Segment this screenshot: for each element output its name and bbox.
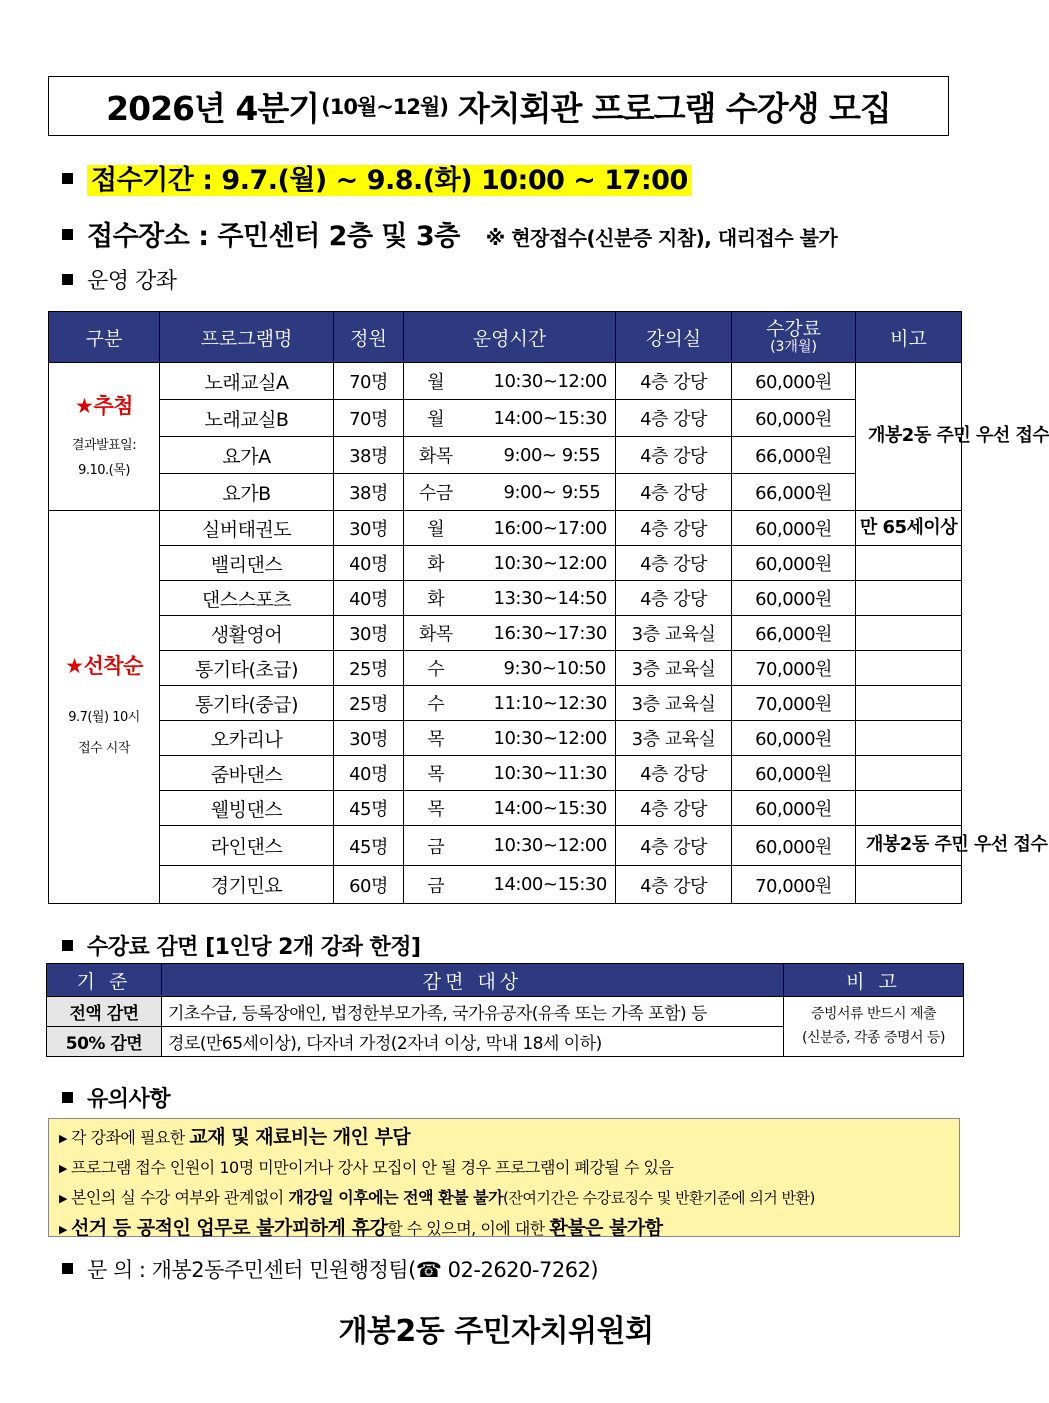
col-header: 강의실 [616, 312, 732, 363]
fee-header-sub: (3개월) [770, 338, 817, 355]
fee: 70,000원 [732, 866, 856, 904]
contact-text: 문 의 : 개봉2동주민센터 민원행정팀(☎ 02-2620-7262) [87, 1258, 599, 1282]
time: 16:00~17:00 [468, 511, 616, 546]
discount-remark-2: (신분증, 각종 증명서 등) [802, 1029, 945, 1046]
day: 목 [404, 721, 468, 756]
group-label: ★추첨 [75, 393, 133, 418]
day: 화 [404, 581, 468, 616]
table-row [49, 546, 962, 581]
note-text: (잔여기간은 수강료징수 및 반환기준에 의거 반환) [503, 1189, 815, 1207]
fee: 70,000원 [732, 686, 856, 721]
group-label-cell [49, 363, 160, 511]
capacity: 30명 [334, 721, 404, 756]
room: 4층 강당 [616, 437, 732, 474]
capacity: 60명 [334, 866, 404, 904]
time: 11:10~12:30 [468, 686, 616, 721]
program-name: 통기타(중급) [160, 686, 334, 721]
square-bullet-icon [62, 1263, 73, 1274]
title-period: (10월~12월) [321, 95, 448, 119]
fee: 60,000원 [732, 756, 856, 791]
notes-heading-text: 유의사항 [87, 1087, 171, 1112]
capacity: 70명 [334, 363, 404, 400]
program-name: 통기타(초급) [160, 651, 334, 686]
col-header: 비 고 [784, 964, 964, 997]
courses-heading-text: 운영 강좌 [87, 269, 177, 294]
day: 월 [404, 511, 468, 546]
col-header: 기 준 [47, 964, 162, 997]
note-text: 각 강좌에 필요한 [70, 1128, 190, 1147]
room: 4층 강당 [616, 363, 732, 400]
time: 16:30~17:30 [468, 616, 616, 651]
discount-remark-1: 증빙서류 반드시 제출 [810, 1005, 937, 1022]
triangle-bullet-icon: ▶ [59, 1132, 67, 1145]
day: 금 [404, 866, 468, 904]
time: 10:30~11:30 [468, 756, 616, 791]
remark [856, 546, 962, 581]
contact-info [62, 1254, 598, 1284]
col-header: 프로그램명 [160, 312, 334, 363]
program-name: 노래교실B [160, 400, 334, 437]
time: 10:30~12:00 [468, 826, 616, 866]
room: 3층 교육실 [616, 616, 732, 651]
fee: 66,000원 [732, 616, 856, 651]
square-bullet-icon [62, 173, 73, 184]
discount-heading-text: 수강료 감면 [1인당 2개 강좌 한정] [87, 935, 421, 960]
note-item [59, 1214, 949, 1245]
fee: 70,000원 [732, 651, 856, 686]
capacity: 30명 [334, 511, 404, 546]
note-text: 할 수 있으며, 이에 대한 [387, 1219, 550, 1238]
notes-box [48, 1118, 960, 1237]
table-row [49, 474, 962, 511]
table-row [49, 400, 962, 437]
group-sub: 접수 시작 [78, 741, 130, 756]
fee: 66,000원 [732, 474, 856, 511]
day: 목 [404, 756, 468, 791]
capacity: 70명 [334, 400, 404, 437]
table-row [49, 511, 962, 546]
time: 14:00~15:30 [468, 400, 616, 437]
capacity: 45명 [334, 826, 404, 866]
program-name: 라인댄스 [160, 826, 334, 866]
fee: 60,000원 [732, 546, 856, 581]
fee: 60,000원 [732, 791, 856, 826]
time: 10:30~12:00 [468, 721, 616, 756]
fee: 60,000원 [732, 581, 856, 616]
room: 4층 강당 [616, 866, 732, 904]
time: 9:00~ 9:55 [468, 474, 616, 511]
note-item [59, 1123, 949, 1154]
notes-heading [62, 1082, 170, 1113]
remark: 개봉2동 주민 우선 접수 [856, 363, 962, 511]
day: 목 [404, 791, 468, 826]
room: 4층 강당 [616, 474, 732, 511]
note-text: 프로그램 접수 인원이 10명 미만이거나 강사 모집이 안 될 경우 프로그램이 폐강될 수 있음 [70, 1158, 674, 1177]
room: 3층 교육실 [616, 686, 732, 721]
triangle-bullet-icon: ▶ [59, 1192, 67, 1205]
room: 4층 강당 [616, 581, 732, 616]
day: 수 [404, 686, 468, 721]
capacity: 40명 [334, 581, 404, 616]
col-header: 비고 [856, 312, 962, 363]
reception-period-text: 접수기간 : 9.7.(월) ~ 9.8.(화) 10:00 ~ 17:00 [87, 165, 692, 196]
group-label: ★선착순 [65, 653, 143, 678]
note-emphasis: 선거 등 공적인 업무로 불가피하게 휴강 [70, 1217, 388, 1239]
fee: 60,000원 [732, 363, 856, 400]
program-name: 경기민요 [160, 866, 334, 904]
capacity: 30명 [334, 616, 404, 651]
table-row [49, 651, 962, 686]
note-text: 본인의 실 수강 여부와 관계없이 [70, 1188, 289, 1207]
time: 10:30~12:00 [468, 546, 616, 581]
discount-remark [784, 997, 964, 1057]
square-bullet-icon [62, 1092, 73, 1103]
group-label-cell [49, 511, 160, 904]
square-bullet-icon [62, 940, 73, 951]
room: 4층 강당 [616, 400, 732, 437]
reception-place [62, 214, 837, 253]
table-row [47, 997, 964, 1027]
program-name: 웰빙댄스 [160, 791, 334, 826]
day: 월 [404, 400, 468, 437]
capacity: 25명 [334, 651, 404, 686]
discount-label: 50% 감면 [47, 1027, 162, 1057]
capacity: 40명 [334, 546, 404, 581]
note-emphasis: 개강일 이후에는 전액 환불 불가 [288, 1188, 504, 1207]
discount-target: 경로(만65세이상), 다자녀 가정(2자녀 이상, 막내 18세 이하) [162, 1027, 784, 1057]
reception-place-text: 접수장소 : 주민센터 2층 및 3층 [87, 221, 460, 252]
capacity: 45명 [334, 791, 404, 826]
table-row [49, 437, 962, 474]
room: 4층 강당 [616, 756, 732, 791]
remark [856, 866, 962, 904]
reception-note: ※ 현장접수(신분증 지참), 대리접수 불가 [485, 226, 838, 250]
capacity: 38명 [334, 474, 404, 511]
room: 4층 강당 [616, 826, 732, 866]
table-row [49, 581, 962, 616]
remark [856, 756, 962, 791]
program-name: 실버태권도 [160, 511, 334, 546]
time: 13:30~14:50 [468, 581, 616, 616]
discount-table [46, 963, 964, 1057]
title-main-2: 자치회관 프로그램 수강생 모집 [457, 88, 891, 128]
remark: 개봉2동 주민 우선 접수 [856, 826, 962, 866]
table-row [49, 866, 962, 904]
table-row [49, 616, 962, 651]
day: 수 [404, 651, 468, 686]
col-header: 감면 대상 [162, 964, 784, 997]
reception-period [62, 158, 692, 197]
program-name: 요가B [160, 474, 334, 511]
time: 14:00~15:30 [468, 866, 616, 904]
remark [856, 686, 962, 721]
fee: 60,000원 [732, 826, 856, 866]
day: 화목 [404, 437, 468, 474]
room: 3층 교육실 [616, 651, 732, 686]
program-name: 노래교실A [160, 363, 334, 400]
fee-header: 수강료 [765, 317, 822, 340]
discount-heading [62, 930, 421, 961]
triangle-bullet-icon: ▶ [59, 1223, 67, 1236]
time: 10:30~12:00 [468, 363, 616, 400]
group-sub: 결과발표일: [71, 437, 137, 453]
table-row [49, 363, 962, 400]
day: 금 [404, 826, 468, 866]
courses-heading [62, 264, 177, 295]
table-row [49, 756, 962, 791]
capacity: 25명 [334, 686, 404, 721]
note-emphasis: 환불은 불가함 [549, 1217, 663, 1239]
fee: 66,000원 [732, 437, 856, 474]
room: 3층 교육실 [616, 721, 732, 756]
table-row [49, 791, 962, 826]
capacity: 40명 [334, 756, 404, 791]
room: 4층 강당 [616, 511, 732, 546]
program-table [48, 311, 1049, 904]
table-row [49, 826, 962, 866]
fee: 60,000원 [732, 400, 856, 437]
program-name: 댄스스포츠 [160, 581, 334, 616]
triangle-bullet-icon: ▶ [59, 1162, 67, 1175]
col-header: 운영시간 [404, 312, 616, 363]
remark: 만 65세이상 [856, 511, 962, 546]
time: 14:00~15:30 [468, 791, 616, 826]
room: 4층 강당 [616, 546, 732, 581]
group-sub: 9.10.(목) [78, 462, 130, 478]
program-name: 밸리댄스 [160, 546, 334, 581]
remark [856, 581, 962, 616]
time: 9:30~10:50 [468, 651, 616, 686]
program-name: 생활영어 [160, 616, 334, 651]
page-title [48, 76, 949, 136]
discount-target: 기초수급, 등록장애인, 법정한부모가족, 국가유공자(유족 또는 가족 포함) 등 [162, 997, 784, 1027]
room: 4층 강당 [616, 791, 732, 826]
day: 화 [404, 546, 468, 581]
note-item [59, 1184, 949, 1214]
square-bullet-icon [62, 274, 73, 285]
time: 9:00~ 9:55 [468, 437, 616, 474]
day: 월 [404, 363, 468, 400]
note-item [59, 1154, 949, 1184]
remark [856, 791, 962, 826]
program-name: 요가A [160, 437, 334, 474]
square-bullet-icon [62, 229, 73, 240]
table-row [49, 721, 962, 756]
remark [856, 651, 962, 686]
program-name: 줌바댄스 [160, 756, 334, 791]
discount-label: 전액 감면 [47, 997, 162, 1027]
fee: 60,000원 [732, 511, 856, 546]
remark [856, 721, 962, 756]
program-name: 오카리나 [160, 721, 334, 756]
col-header: 구분 [49, 312, 160, 363]
day: 화목 [404, 616, 468, 651]
fee: 60,000원 [732, 721, 856, 756]
note-emphasis: 교재 및 재료비는 개인 부담 [189, 1126, 411, 1148]
col-header: 정원 [334, 312, 404, 363]
capacity: 38명 [334, 437, 404, 474]
remark [856, 616, 962, 651]
organization-footer: 개봉2동 주민자치위원회 [338, 1314, 654, 1349]
col-header [732, 312, 856, 363]
table-row [49, 686, 962, 721]
group-sub: 9.7(월) 10시 [68, 709, 140, 725]
title-main: 2026년 4분기 [106, 88, 320, 128]
day: 수금 [404, 474, 468, 511]
table-header-row [49, 312, 962, 363]
